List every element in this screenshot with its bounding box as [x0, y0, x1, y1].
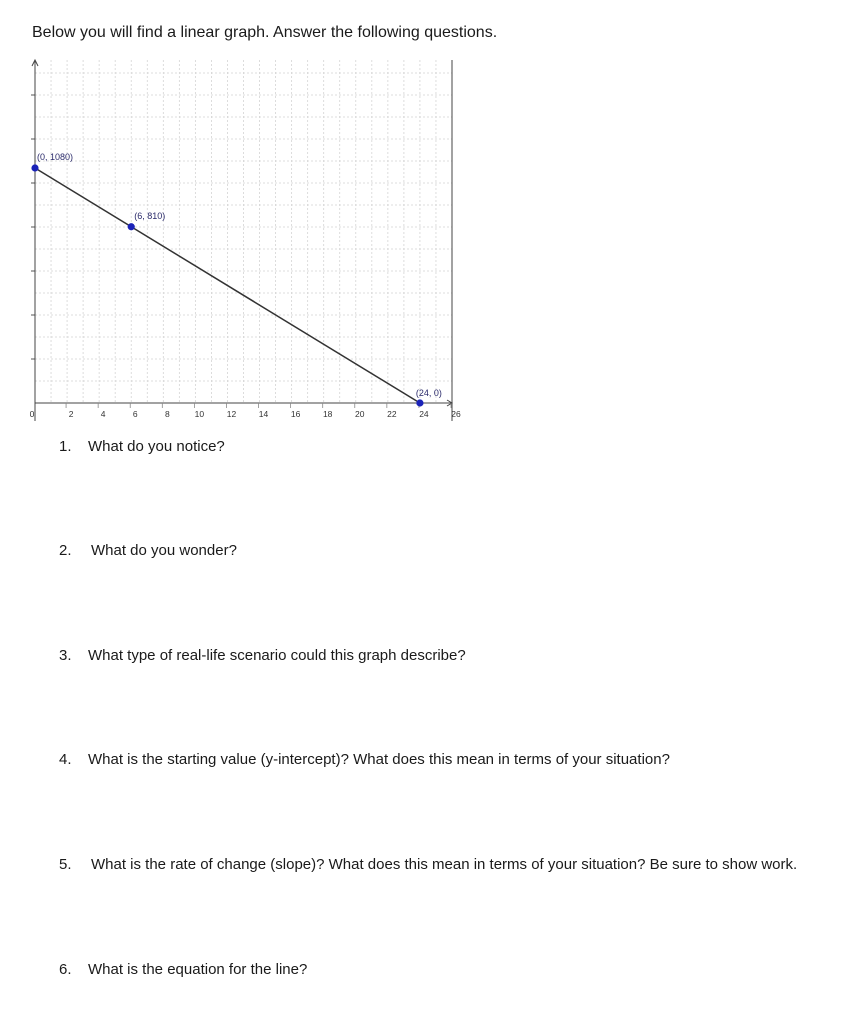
x-tick-label: 10: [194, 409, 205, 419]
question-4: [59, 751, 670, 768]
point-label: (24, 0): [415, 388, 442, 398]
x-tick-label: 22: [387, 409, 397, 419]
question-1: [59, 438, 225, 455]
x-tick-label: 8: [164, 409, 170, 419]
x-tick-label: 26: [451, 409, 461, 419]
x-tick-label: 12: [226, 409, 237, 419]
question-number: 3.: [59, 647, 72, 664]
question-number: 1.: [59, 438, 72, 455]
x-tick-label: 20: [355, 409, 365, 419]
question-2: [59, 542, 237, 559]
question-text: What is the starting value (y-intercept)? What does this mean in terms of your situation?: [88, 751, 670, 768]
x-tick-label: 2: [68, 409, 74, 419]
x-tick-label: 0: [29, 409, 35, 419]
question-text: What do you notice?: [88, 438, 225, 455]
question-number: 4.: [59, 751, 72, 768]
question-text: What type of real-life scenario could this graph describe?: [88, 647, 466, 664]
x-tick-label: 16: [290, 409, 301, 419]
data-point: [416, 399, 423, 406]
intro-text: Below you will find a linear graph. Answer the following questions.: [32, 24, 498, 41]
x-tick-label: 14: [258, 409, 269, 419]
question-5: [59, 856, 797, 873]
question-3: [59, 647, 466, 664]
point-label: (0, 1080): [37, 152, 74, 162]
x-tick-label: 6: [132, 409, 138, 419]
question-number: 6.: [59, 961, 72, 978]
question-number: 5.: [59, 856, 72, 873]
question-text: What is the equation for the line?: [88, 961, 308, 978]
question-6: [59, 961, 307, 978]
data-point: [128, 223, 135, 230]
question-text: What do you wonder?: [91, 542, 237, 559]
data-line: [35, 168, 420, 403]
question-text: What is the rate of change (slope)? What does this mean in terms of your situation? Be sure to show work.: [91, 856, 798, 873]
x-tick-label: 4: [100, 409, 106, 419]
data-point: [31, 164, 38, 171]
x-tick-label: 24: [419, 409, 429, 419]
linear-graph: [0, 50, 470, 430]
question-number: 2.: [59, 542, 72, 559]
point-label: (6, 810): [134, 210, 166, 221]
x-tick-label: 18: [322, 409, 333, 419]
